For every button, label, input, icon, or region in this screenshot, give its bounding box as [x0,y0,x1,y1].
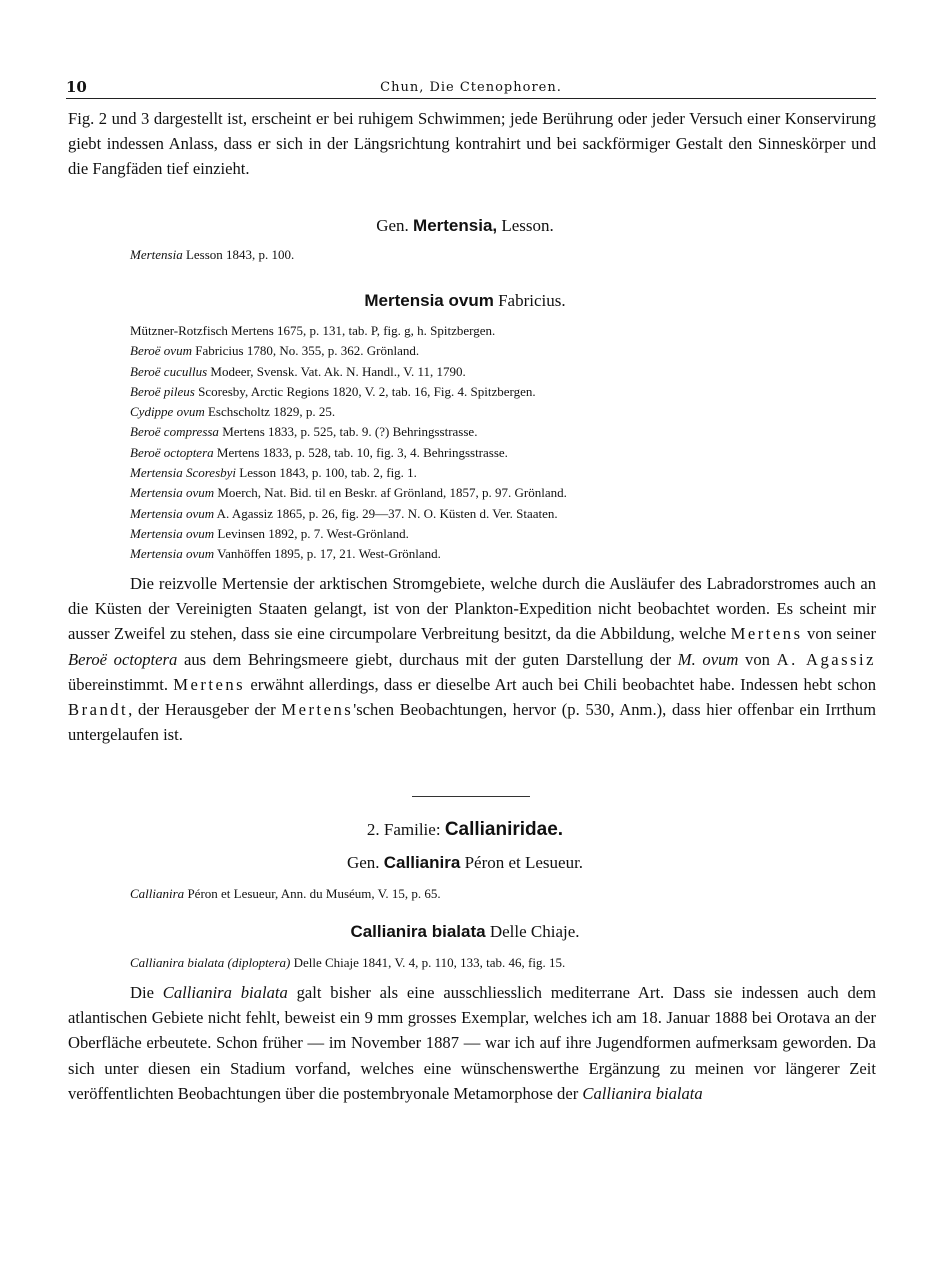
species-name: Callianira bialata [350,922,486,941]
synonym-citation: Scoresby, Arctic Regions 1820, V. 2, tab. 16, Fig. 4. Spitzbergen. [194,383,536,399]
genus-heading-callianira [0,853,930,873]
page-header [66,78,876,102]
synonym-citation: Eschscholtz 1829, p. 25. [204,404,336,420]
reference-text: Péron et Lesueur, Ann. du Muséum, V. 15, p. 65. [184,886,441,901]
reference-taxon: Callianira bialata (diploptera) [130,955,291,970]
synonym-taxon: Mertensia Scoresbyi [130,465,237,481]
synonym-entry [130,524,870,544]
synonym-entry [130,504,870,524]
genus-prefix: Gen. [346,853,380,872]
species-author: Fabricius. [498,291,566,310]
synonym-citation: Mertens 1833, p. 525, tab. 9. (?) Behringsstrasse. [218,424,478,440]
genus-author: Lesson. [501,216,554,235]
header-rule [66,98,876,99]
synonym-citation: Fabricius 1780, No. 355, p. 362. Grönland. [191,343,420,359]
genus-reference-callianira [130,886,441,902]
author-name-spaced: Mertens [173,674,246,694]
synonym-taxon: Mertensia ovum [130,505,215,521]
genus-reference-mertensia [130,247,294,263]
family-heading [0,819,930,841]
author-name-spaced: Brandt [68,700,129,720]
synonym-citation: Mützner-Rotzfisch Mertens 1675, p. 131, tab. P, fig. g, h. Spitzbergen. [130,323,496,338]
synonym-entry [130,544,870,564]
genus-heading-mertensia [0,216,930,236]
text-run: galt bisher als eine ausschliesslich mediterrane Art. Dass sie indessen auch dem atlantischen Gebiete nicht fehlt, beweist ein 9 mm grosses Exemplar, welches ich am 18. Januar 1888 bei Orotava an der Oberfläche erbeutete. Schon früher — im November 1887 — war ich auf ihre Jugendformen aufmerksam geworden. Da sich unter diesen ein Stadium vorfand, welches eine wünschenswerthe Ergänzung zu meinen vor längerer Zeit veröffentlichten Beobachtungen über die postembryonale Metamorphose der [68,983,877,1103]
text-run: Die reizvolle Mertensie der arktischen Stromgebiete, welche durch die Ausläufer des Labradorstromes auch an die Küsten der Vereinigten Staaten gelangt, ist von der Plankton-Expedition nicht beobachtet worden. Es scheint mir ausser Zweifel zu stehen, dass sie eine circumpolare Verbreitung besitzt, da die Abbildung, welche [68,574,876,644]
synonym-taxon: Beroë cucullus [130,363,208,379]
paragraph-3 [68,980,876,1106]
running-title: Chun, Die Ctenophoren. [380,80,562,95]
synonym-taxon: Mertensia ovum [130,525,215,541]
text-run: Die [130,983,163,1002]
genus-prefix: Gen. [376,216,409,235]
synonym-citation: A. Agassiz 1865, p. 26, fig. 29—37. N. O. Küsten d. Ver. Staaten. [214,505,558,521]
author-name-spaced: Mertens [730,624,803,644]
synonym-entry [130,362,870,382]
synonym-taxon: Cydippe ovum [130,404,205,420]
synonym-entry [130,382,870,402]
species-reference-callianira [130,955,565,971]
genus-name: Callianira [383,853,461,872]
paragraph-2 [68,571,876,747]
section-separator [412,796,530,797]
synonym-taxon: Mertensia ovum [130,485,215,501]
author-name-spaced: Mertens [281,700,354,720]
text-run: erwähnt allerdings, dass er dieselbe Art auch bei Chili beobachtet habe. Indessen hebt schon [245,674,876,694]
synonym-entry [130,422,870,442]
synonym-entry [130,321,870,341]
paragraph-1: Fig. 2 und 3 dargestellt ist, erscheint er bei ruhigem Schwimmen; jede Berührung oder jeder Versuch einer Konservirung giebt indessen Anlass, dass er sich in der Längsrichtung kontrahirt und bei sackförmiger Gestalt den Sinneskörper und die Fangfäden tief einzieht. [68,109,876,179]
text-run: übereinstimmt. [68,674,174,694]
species-heading-mertensia [0,291,930,311]
synonym-entry [130,402,870,422]
synonym-entry [130,483,870,503]
text-run: , der Herausgeber der [128,700,282,720]
synonym-taxon: Beroë pileus [130,383,195,399]
synonym-entry [130,463,870,483]
synonym-citation: Lesson 1843, p. 100, tab. 2, fig. 1. [236,465,417,481]
species-name: Mertensia ovum [364,291,494,310]
genus-author: Péron et Lesueur. [464,853,584,872]
synonym-citation: Mertens 1833, p. 528, tab. 10, fig. 3, 4. Behringsstrasse. [213,444,508,460]
text-run: 'schen Beobachtungen, hervor (p. 530, Anm.), dass hier offenbar ein Irrthum untergelaufen ist. [68,700,876,745]
synonym-entry [130,443,870,463]
species-heading-callianira [0,922,930,942]
author-name-spaced: A. Agassiz [776,649,877,669]
synonym-citation: Moerch, Nat. Bid. til en Beskr. af Grönland, 1857, p. 97. Grönland. [214,485,567,501]
reference-text: Lesson 1843, p. 100. [185,247,295,262]
synonym-citation: Vanhöffen 1895, p. 17, 21. West-Grönland. [214,546,441,562]
text-run: von [738,649,777,669]
taxon-italic: Beroë octoptera [68,649,178,669]
synonym-citation: Modeer, Svensk. Vat. Ak. N. Handl., V. 11, 1790. [207,363,466,379]
text-run: von seiner [802,624,876,644]
synonym-taxon: Beroë compressa [130,424,219,440]
synonym-taxon: Mertensia ovum [130,546,215,562]
genus-name: Mertensia, [413,216,498,235]
page-number: 10 [66,78,87,96]
taxon-italic: Callianira bialata [162,983,288,1002]
reference-genus: Callianira [130,886,185,901]
text-run: aus dem Behringsmeere giebt, durchaus mit der guten Darstellung der [177,649,678,669]
synonym-taxon: Beroë ovum [130,343,192,359]
synonym-taxon: Beroë octoptera [130,444,214,460]
family-prefix: 2. Familie: [366,820,441,839]
synonymy-list [130,321,870,565]
reference-text: Delle Chiaje 1841, V. 4, p. 110, 133, tab. 46, fig. 15. [290,955,566,970]
synonym-citation: Levinsen 1892, p. 7. West-Grönland. [214,525,409,541]
reference-genus: Mertensia [130,247,183,262]
family-name: Callianiridae. [444,819,564,840]
species-author: Delle Chiaje. [489,922,580,941]
taxon-italic: Callianira bialata [582,1083,703,1103]
taxon-italic: M. ovum [677,649,739,669]
synonym-entry [130,341,870,361]
